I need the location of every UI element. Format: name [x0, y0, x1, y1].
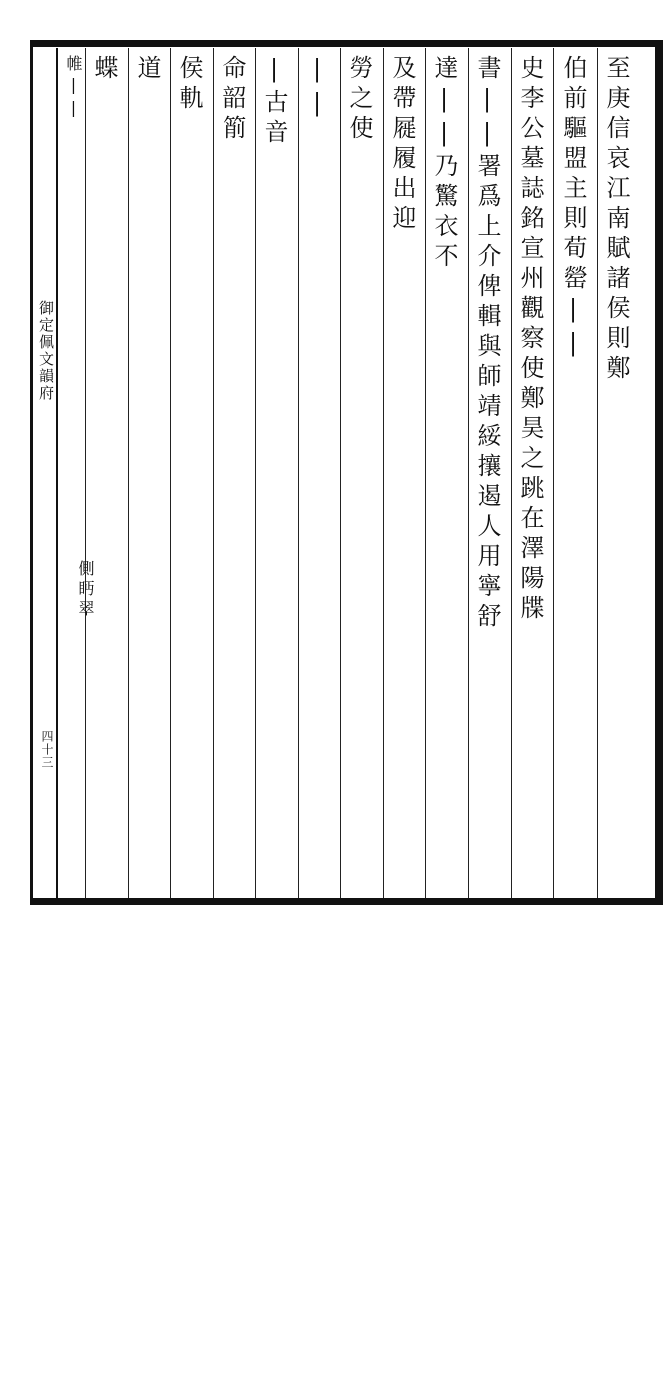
- left-border: [30, 40, 33, 905]
- column-rule: [340, 48, 341, 898]
- column-text: 帷||: [64, 55, 83, 121]
- column-text: 勞之使: [345, 55, 373, 145]
- column-rule: [553, 48, 554, 898]
- column-text: 至庚信哀江南賦諸侯則鄭: [602, 55, 630, 385]
- text-column: [560, 55, 586, 890]
- margin-page-number: 四十三: [40, 730, 54, 769]
- top-border: [30, 40, 663, 47]
- text-column: [346, 55, 372, 890]
- column-rule: [468, 48, 469, 898]
- column-rule: [597, 48, 598, 898]
- text-column: [603, 55, 629, 890]
- column-text: 書||署爲上介俾輯與師靖綏攘遏人用寧舒: [473, 55, 501, 633]
- column-text: 侯軌: [175, 55, 203, 115]
- column-rule: [425, 48, 426, 898]
- text-column: [134, 55, 160, 890]
- column-rule: [511, 48, 512, 898]
- margin-title: 御定佩文韻府: [37, 300, 55, 402]
- column-rule: [213, 48, 214, 898]
- column-rule: [255, 48, 256, 898]
- margin-strip: [34, 48, 58, 898]
- text-column: [261, 55, 287, 890]
- text-column: [219, 55, 245, 890]
- text-column: [304, 55, 330, 890]
- column-text: 道: [133, 55, 161, 85]
- column-text: ||: [303, 55, 331, 123]
- column-text: 側眄翠: [76, 560, 95, 620]
- text-column: [431, 55, 457, 890]
- text-column: [474, 55, 500, 890]
- column-rule: [128, 48, 129, 898]
- column-text: |古音: [260, 55, 288, 149]
- right-border: [655, 40, 663, 905]
- column-rule: [383, 48, 384, 898]
- text-column: [517, 55, 543, 890]
- column-text: 命韶箾: [218, 55, 246, 145]
- text-column: [72, 560, 98, 1395]
- text-column: [389, 55, 415, 890]
- column-rule: [170, 48, 171, 898]
- text-column: [176, 55, 202, 890]
- column-text: 史李公墓誌銘宣州觀察使鄭昊之跳在澤陽牒: [516, 55, 544, 625]
- column-text: 伯前驅盟主則荀罃||: [559, 55, 587, 363]
- bottom-border: [30, 898, 663, 905]
- column-text: 達||乃驚衣不: [430, 55, 458, 273]
- column-rule: [298, 48, 299, 898]
- column-text: 蝶: [90, 55, 118, 85]
- column-text: 及帶屣履出迎: [388, 55, 416, 235]
